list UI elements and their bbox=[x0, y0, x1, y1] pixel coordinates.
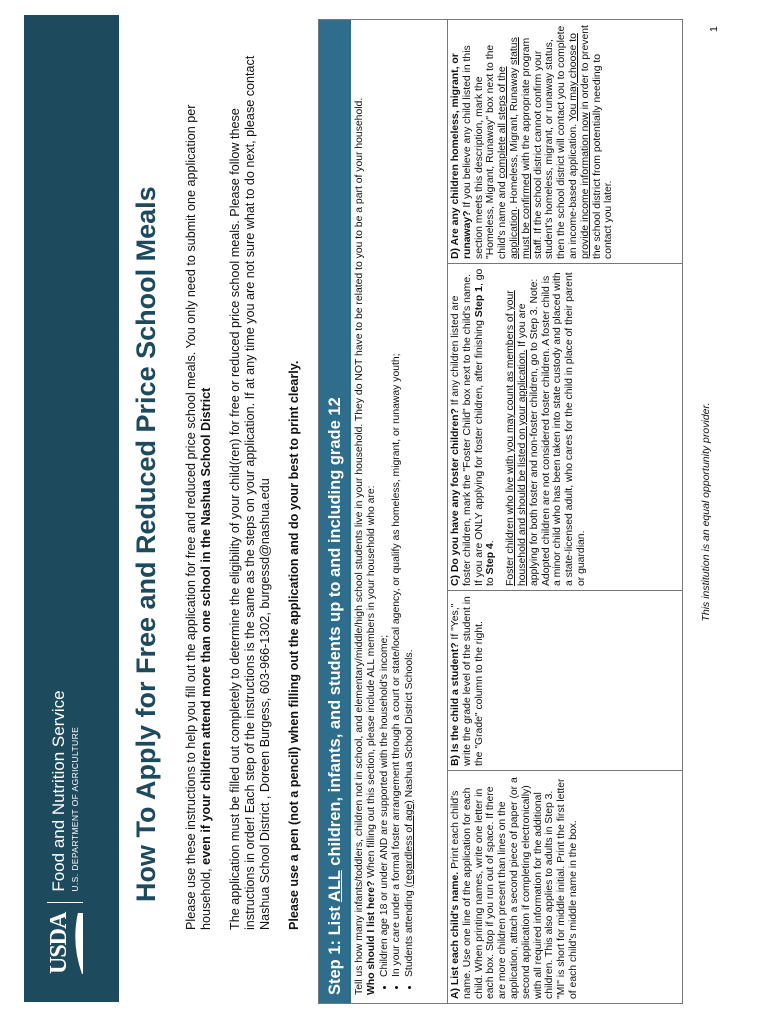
who-to-list-bullets bbox=[379, 28, 416, 995]
agency-name: Food and Nutrition Service bbox=[49, 690, 68, 892]
step-1-body bbox=[351, 20, 416, 1003]
header-band bbox=[24, 15, 119, 1002]
column-b-student: B) Is the child a student? If "Yes," write the grade level of the student in the "Grade" column to the right. bbox=[448, 590, 683, 770]
list-item: • Students attending (regardless of age) Nashua School District Schools. bbox=[404, 28, 416, 977]
column-d-homeless-migrant-runaway: D) Are any children homeless, migrant, or runaway? If you believe any child listed in this section meets this description, mark the "Homeless, Migrant, Runaway" box next to the child's name and complete all steps of the application. Homeless, Migrant, Runaway status must be confirmed with the appropriate program staff. If the school district cannot confirm your student's homeless, migrant, or runaway status, then the school district will contact you to complete an income-based application. You may choose to provide income information now in order to prevent the school district from potentially needing to contact you later. bbox=[450, 25, 615, 259]
page-title: How To Apply for Free and Reduced Price School Meals bbox=[131, 186, 161, 902]
list-item: • Children age 18 or under AND are supported with the household's income; bbox=[379, 28, 391, 977]
usda-swoosh-icon bbox=[73, 913, 83, 974]
usda-logo bbox=[44, 690, 86, 974]
intro-paragraph-2: The application must be filled out completely to determine the eligibility of your child(ren) for free or reduced price school meals. Please follow these instructions in order! Each step of the instructions is the same as the steps on your application. If at any time you are not sure what to do next, please contact Nashua School District , Doreen Burgess, 603-966-1302, burgessd@nashua.edu bbox=[228, 55, 272, 930]
step-1-section bbox=[318, 19, 683, 1004]
column-a-child-names: A) List each child's name. Print each child's name. Use one line of the application for each child. When printing names, write one letter in each box. Stop if you run out of space. If there are more children present than lines on the application, attach a second piece of paper (or a second application if completing electronically) with all required information for the additional children. This also applies to adults in Step 3. "MI" is short for middle initial. Print the first letter of each child's middle name in the box. bbox=[448, 770, 683, 1003]
agency-department: U.S. DEPARTMENT OF AGRICULTURE bbox=[70, 726, 80, 892]
who-to-list: Who should I list here? When filling out this section, please include ALL members in your household who are: bbox=[366, 485, 378, 995]
step-1-columns bbox=[447, 20, 683, 1003]
page-number: 1 bbox=[708, 26, 720, 32]
usda-wordmark: USDA bbox=[46, 912, 72, 974]
footer-statement: This institution is an equal opportunity provider. bbox=[700, 402, 712, 622]
usda-mark bbox=[47, 902, 83, 974]
step-1-description: Tell us how many infants/toddlers, children not in school, and elementary/middle/high school students live in your household. They do NOT have to be related to you to be a part of your household. bbox=[354, 97, 365, 995]
step-1-header: Step 1: List ALL children, infants, and students up to and including grade 12 bbox=[319, 20, 351, 1003]
intro-paragraph-1: Please use these instructions to help you fill out the application for free and reduced price school meals. You only need to submit one application per household, even if your children attend more than one school in the Nashua School District bbox=[184, 104, 213, 930]
intro-paragraph-3: Please use a pen (not a pencil) when filling out the application and do your best to print clearly. bbox=[287, 360, 301, 930]
column-c-foster-children: C) Do you have any foster children? If any children listed are foster children, mark the "Foster Child" box next to the child's name. If you are ONLY applying for foster children, after finishing Step 1, go to Step 4. Foster children who live with you may count as members of your household and should be listed on your application. If you are applying for both foster and non-foster children, go to Step 3. Note: Adopted children are not considered foster children. A foster child is a minor child who has been taken into state custody and placed with a state-licensed adult, who cares for the child in place of their parent or guardian. bbox=[448, 263, 683, 590]
list-item: • In your care under a formal foster arrangement through a court or state/local agency, or qualify as homeless, migrant, or runaway youth; bbox=[391, 28, 403, 977]
